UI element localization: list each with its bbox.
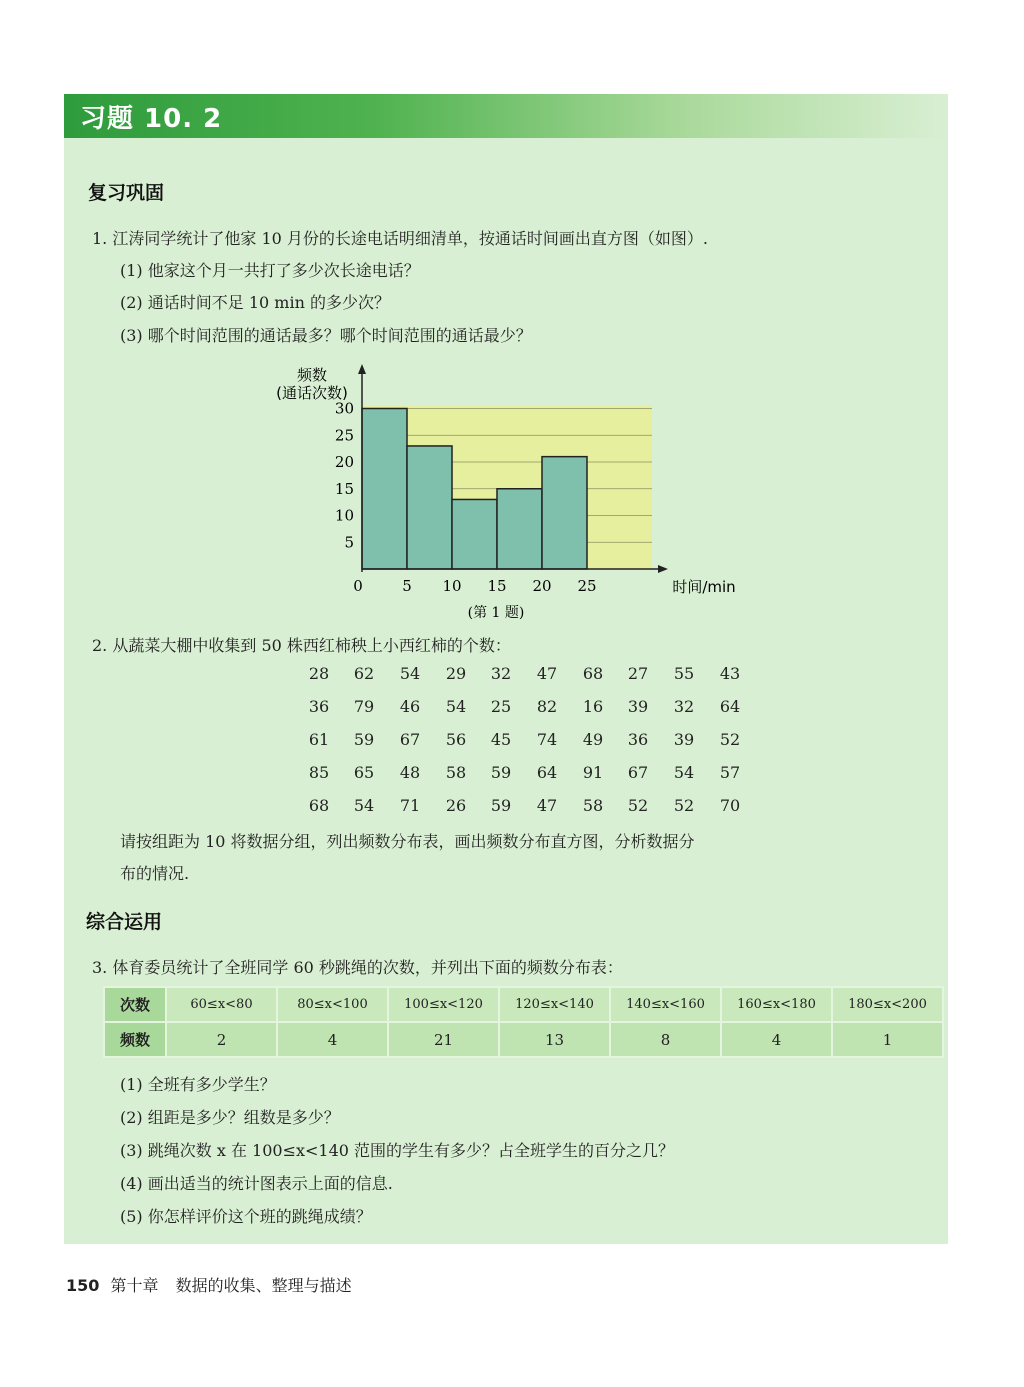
data-cell: 62 [353, 664, 375, 683]
data-cell: 59 [353, 730, 375, 749]
data-cell: 67 [627, 763, 649, 782]
table-cell: 21 [388, 1022, 499, 1057]
data-cell: 70 [719, 796, 741, 815]
exercise-title: 习题 10. 2 [80, 104, 223, 134]
data-cell: 59 [490, 796, 512, 815]
data-cell: 68 [582, 664, 604, 683]
data-cell: 54 [353, 796, 375, 815]
data-cell: 45 [490, 730, 512, 749]
table-cell: 140≤x<160 [610, 987, 721, 1022]
section-applied-heading: 综合运用 [86, 911, 163, 933]
frequency-table [103, 986, 944, 1058]
data-cell: 48 [399, 763, 421, 782]
q1-sub-2: (2) 通话时间不足 10 min 的多少次？ [120, 293, 390, 312]
data-cell: 79 [353, 697, 375, 716]
data-cell: 82 [536, 697, 558, 716]
section-review-heading: 复习巩固 [88, 182, 165, 204]
x-tick-label: 20 [532, 577, 552, 595]
data-cell: 59 [490, 763, 512, 782]
q1-stem: 1. 江涛同学统计了他家 10 月份的长途电话明细清单，按通话时间画出直方图（如图）. [92, 229, 708, 248]
q1-sub-3: (3) 哪个时间范围的通话最多？哪个时间范围的通话最少？ [120, 326, 532, 345]
y-tick-label: 20 [334, 453, 354, 471]
y-axis-label-1: 频数 [296, 366, 328, 384]
data-cell: 64 [536, 763, 558, 782]
data-cell: 56 [445, 730, 467, 749]
q3-stem: 3. 体育委员统计了全班同学 60 秒跳绳的次数，并列出下面的频数分布表： [92, 958, 623, 977]
table-cell: 160≤x<180 [721, 987, 832, 1022]
data-cell: 47 [536, 664, 558, 683]
q3-sub-2: (2) 组距是多少？组数是多少？ [120, 1108, 340, 1127]
data-cell: 91 [582, 763, 604, 782]
x-tick-label: 25 [577, 577, 597, 595]
data-cell: 25 [490, 697, 512, 716]
page-footer [66, 1273, 352, 1296]
data-cell: 39 [627, 697, 649, 716]
data-cell: 71 [399, 796, 421, 815]
chapter-label: 第十章 [110, 1276, 159, 1295]
table-cell: 13 [499, 1022, 610, 1057]
table-cell: 2 [166, 1022, 277, 1057]
x-tick-label: 15 [487, 577, 507, 595]
table-row-intervals [104, 987, 943, 1022]
data-cell: 57 [719, 763, 741, 782]
table-cell: 80≤x<100 [277, 987, 388, 1022]
data-cell: 28 [308, 664, 330, 683]
data-cell: 32 [673, 697, 695, 716]
q2-stem: 2. 从蔬菜大棚中收集到 50 株西红柿秧上小西红柿的个数： [92, 636, 511, 655]
q3-sub-5: (5) 你怎样评价这个班的跳绳成绩？ [120, 1207, 372, 1226]
data-cell: 43 [719, 664, 741, 683]
table-cell: 60≤x<80 [166, 987, 277, 1022]
x-axis-label: 时间/min [672, 578, 736, 596]
data-cell: 74 [536, 730, 558, 749]
data-cell: 49 [582, 730, 604, 749]
data-cell: 85 [308, 763, 330, 782]
x-tick-label: 10 [442, 577, 462, 595]
q3-sub-4: (4) 画出适当的统计图表示上面的信息. [120, 1174, 393, 1193]
chapter-title: 数据的收集、整理与描述 [175, 1276, 352, 1295]
q2-instruction-2: 布的情况. [120, 864, 190, 883]
data-cell: 47 [536, 796, 558, 815]
y-tick-label: 15 [334, 479, 354, 498]
y-tick-label: 10 [334, 506, 354, 525]
q1-sub-1: (1) 他家这个月一共打了多少次长途电话？ [120, 261, 420, 280]
data-cell: 64 [719, 697, 741, 716]
data-cell: 27 [627, 664, 649, 683]
data-cell: 61 [308, 730, 330, 749]
q3-sub-1: (1) 全班有多少学生？ [120, 1075, 276, 1094]
table-row-frequencies [104, 1022, 943, 1057]
data-cell: 54 [445, 697, 467, 716]
data-cell: 39 [673, 730, 695, 749]
q3-sub-3: (3) 跳绳次数 x 在 100≤x<140 范围的学生有多少？占全班学生的百分之几？ [120, 1141, 675, 1160]
data-cell: 52 [627, 796, 649, 815]
table-cell: 8 [610, 1022, 721, 1057]
data-cell: 52 [673, 796, 695, 815]
table-cell: 180≤x<200 [832, 987, 943, 1022]
y-tick-label: 5 [344, 533, 354, 552]
data-cell: 54 [399, 664, 421, 683]
data-cell: 52 [719, 730, 741, 749]
data-cell: 36 [627, 730, 649, 749]
y-tick-label: 30 [334, 399, 354, 418]
x-tick-label: 0 [353, 577, 363, 595]
q2-instruction-1: 请按组距为 10 将数据分组，列出频数分布表，画出频数分布直方图，分析数据分 [120, 832, 695, 851]
y-axis-label-2: (通话次数) [276, 384, 348, 402]
data-cell: 68 [308, 796, 330, 815]
data-cell: 46 [399, 697, 421, 716]
data-cell: 55 [673, 664, 695, 683]
table-cell: 4 [721, 1022, 832, 1057]
data-cell: 58 [582, 796, 604, 815]
chart-caption: (第 1 题) [467, 605, 525, 621]
x-tick-label: 5 [402, 577, 412, 595]
table-header-cell: 次数 [104, 987, 166, 1022]
data-cell: 58 [445, 763, 467, 782]
y-tick-label: 25 [334, 426, 354, 445]
data-cell: 36 [308, 697, 330, 716]
data-cell: 65 [353, 763, 375, 782]
page-number: 150 [66, 1276, 100, 1295]
table-cell: 120≤x<140 [499, 987, 610, 1022]
table-cell: 1 [832, 1022, 943, 1057]
data-cell: 16 [582, 697, 604, 716]
table-cell: 4 [277, 1022, 388, 1057]
data-cell: 29 [445, 664, 467, 683]
data-cell: 26 [445, 796, 467, 815]
data-cell: 32 [490, 664, 512, 683]
table-header-cell: 频数 [104, 1022, 166, 1057]
data-cell: 54 [673, 763, 695, 782]
data-cell: 67 [399, 730, 421, 749]
table-cell: 100≤x<120 [388, 987, 499, 1022]
